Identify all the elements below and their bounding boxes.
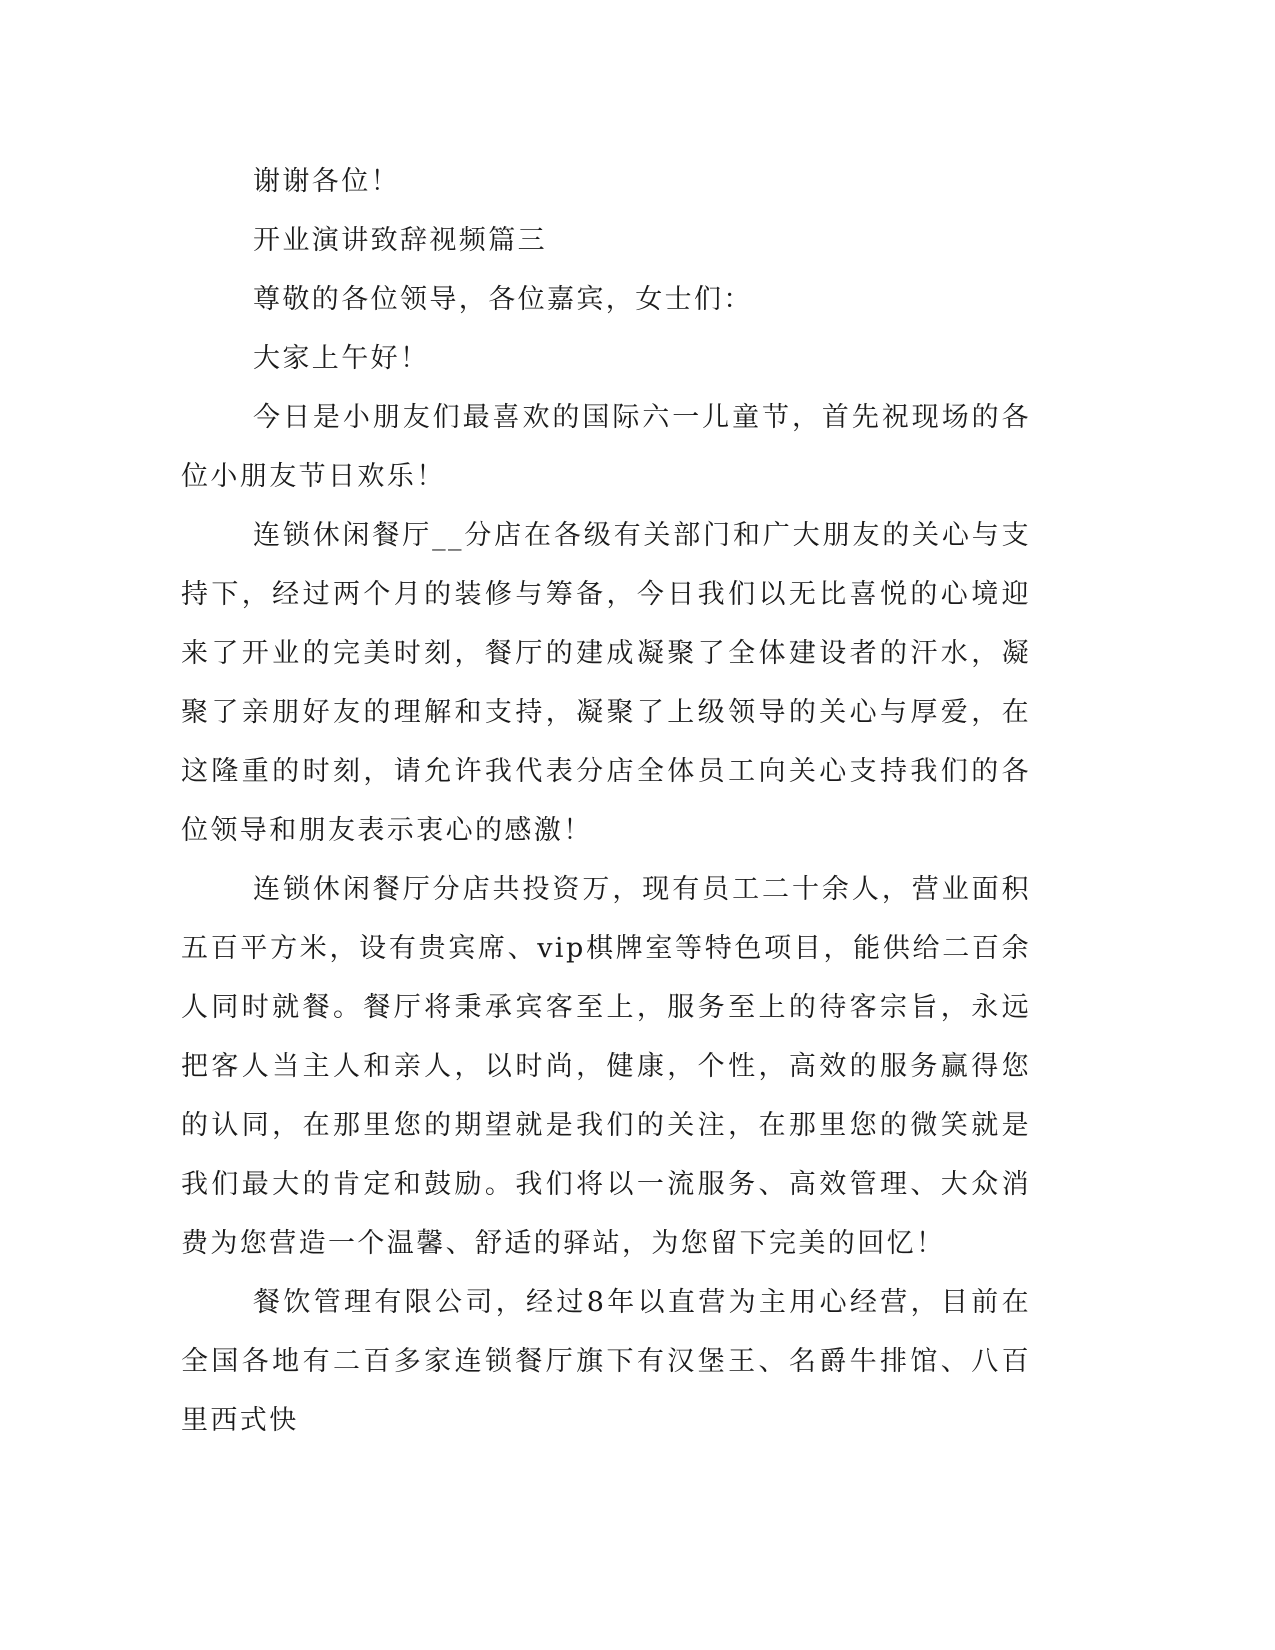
paragraph-salutation: 尊敬的各位领导，各位嘉宾，女士们： [253,284,753,315]
paragraph-childrens-day: 今日是小朋友们最喜欢的国际六一儿童节，首先祝现场的各位小朋友节日欢乐！ [181,402,1031,492]
document-body [181,152,1031,1450]
paragraph-restaurant-info: 连锁休闲餐厅分店共投资万，现有员工二十余人，营业面积五百平方米，设有贵宾席、vip棋牌室等特色项目，能供给二百余人同时就餐。餐厅将秉承宾客至上，服务至上的待客宗旨，永远把客人当主人和亲人，以时尚，健康，个性，高效的服务赢得您的认同，在那里您的期望就是我们的关注，在那里您的微笑就是我们最大的肯定和鼓励。我们将以一流服务、高效管理、大众消费为您营造一个温馨、舒适的驿站，为您留下完美的回忆！ [181,874,1031,1259]
section-title: 开业演讲致辞视频篇三 [253,225,547,256]
paragraph-greeting: 大家上午好！ [253,343,430,374]
paragraph-opening: 连锁休闲餐厅__分店在各级有关部门和广大朋友的关心与支持下，经过两个月的装修与筹备，今日我们以无比喜悦的心境迎来了开业的完美时刻，餐厅的建成凝聚了全体建设者的汗水，凝聚了亲朋好友的理解和支持，凝聚了上级领导的关心与厚爱，在这隆重的时刻，请允许我代表分店全体员工向关心支持我们的各位领导和朋友表示衷心的感激！ [181,520,1031,846]
paragraph-company: 餐饮管理有限公司，经过8年以直营为主用心经营，目前在全国各地有二百多家连锁餐厅旗下有汉堡王、名爵牛排馆、八百里西式快 [181,1287,1031,1436]
paragraph-thanks: 谢谢各位！ [253,166,400,197]
